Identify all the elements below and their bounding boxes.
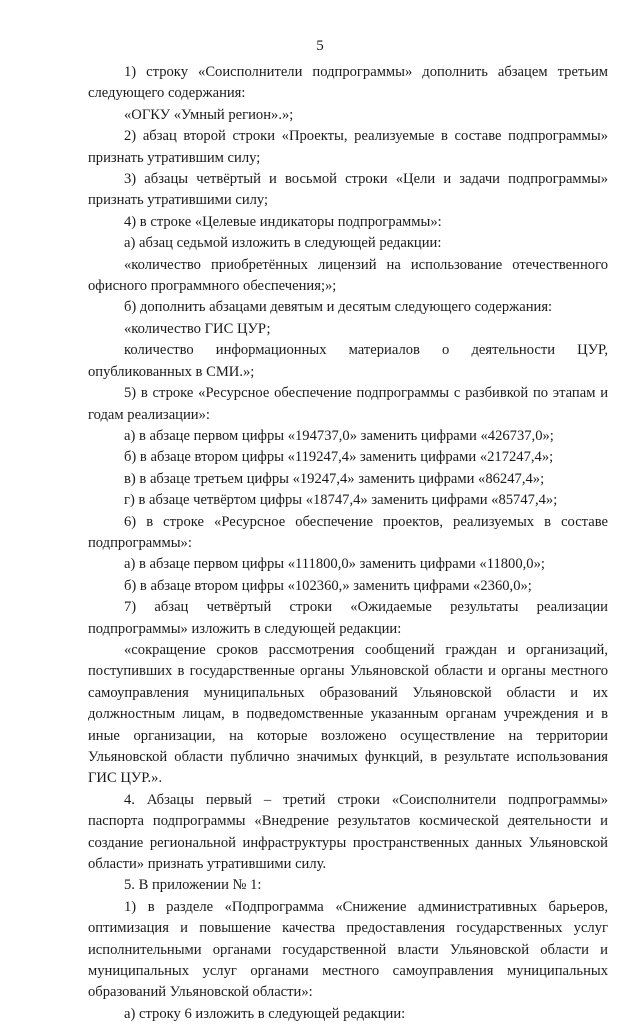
paragraph: а) строку 6 изложить в следующей редакции:	[124, 1005, 406, 1022]
paragraph: «сокращение сроков рассмотрения сообщений граждан и организаций, поступивших в государственные органы Ульяновской области и органы местного самоуправления муниципальных образований Ульяновской области и их должностным лицам, в подведомственные указанным органам учреждения и в иные организации, на которые возложено осуществление на территории Ульяновской области публично значимых функций, в результате использования ГИС ЦУР.».	[88, 641, 608, 787]
paragraph: б) дополнить абзацами девятым и десятым следующего содержания:	[124, 299, 553, 316]
document-body	[88, 62, 608, 1025]
paragraph: а) абзац седьмой изложить в следующей редакции:	[124, 235, 442, 252]
paragraph: 1) в разделе «Подпрограмма «Снижение административных барьеров, оптимизация и повышение качества предоставления государственных услуг исполнительными органами государственной власти Ульяновской области и муниципальных услуг органами местного самоуправления муниципальных образований Ульяновской области»:	[88, 898, 608, 1001]
paragraph: количество информационных материалов о деятельности ЦУР, опубликованных в СМИ.»;	[88, 342, 608, 380]
paragraph: «количество ГИС ЦУР;	[124, 320, 271, 337]
paragraph: а) в абзаце первом цифры «194737,0» заменить цифрами «426737,0»;	[124, 427, 554, 444]
paragraph: 6) в строке «Ресурсное обеспечение проектов, реализуемых в составе подпрограммы»:	[88, 513, 608, 551]
paragraph: в) в абзаце третьем цифры «19247,4» заменить цифрами «86247,4»;	[124, 470, 545, 487]
paragraph: 4. Абзацы первый – третий строки «Соисполнители подпрограммы» паспорта подпрограммы «Внедрение результатов космической деятельности и создание региональной инфраструктуры пространственных данных Ульяновской области» признать утратившими силу.	[88, 791, 608, 873]
paragraph: «количество приобретённых лицензий на использование отечественного офисного программного обеспечения;»;	[88, 256, 608, 295]
paragraph: б) в абзаце втором цифры «102360,» заменить цифрами «2360,0»;	[124, 577, 532, 594]
paragraph: 2) абзац второй строки «Проекты, реализуемые в составе подпрограммы» признать утратившим силу;	[88, 128, 608, 166]
paragraph: 3) абзацы четвёртый и восьмой строки «Цели и задачи подпрограммы» признать утратившими силу;	[88, 171, 608, 209]
paragraph: 5. В приложении № 1:	[124, 877, 262, 894]
paragraph: а) в абзаце первом цифры «111800,0» заменить цифрами «11800,0»;	[124, 556, 545, 573]
paragraph: 4) в строке «Целевые индикаторы подпрограммы»:	[124, 213, 442, 230]
page-number: 5	[316, 38, 324, 54]
paragraph: 5) в строке «Ресурсное обеспечение подпрограммы с разбивкой по этапам и годам реализации»:	[88, 385, 608, 423]
paragraph: 1) строку «Соисполнители подпрограммы» дополнить абзацем третьим следующего содержания:	[88, 64, 608, 102]
paragraph: б) в абзаце втором цифры «119247,4» заменить цифрами «217247,4»;	[124, 449, 554, 466]
paragraph: «ОГКУ «Умный регион».»;	[124, 106, 294, 123]
paragraph: г) в абзаце четвёртом цифры «18747,4» заменить цифрами «85747,4»;	[124, 492, 558, 509]
paragraph: 7) абзац четвёртый строки «Ожидаемые результаты реализации подпрограммы» изложить в следующей редакции:	[88, 599, 608, 637]
